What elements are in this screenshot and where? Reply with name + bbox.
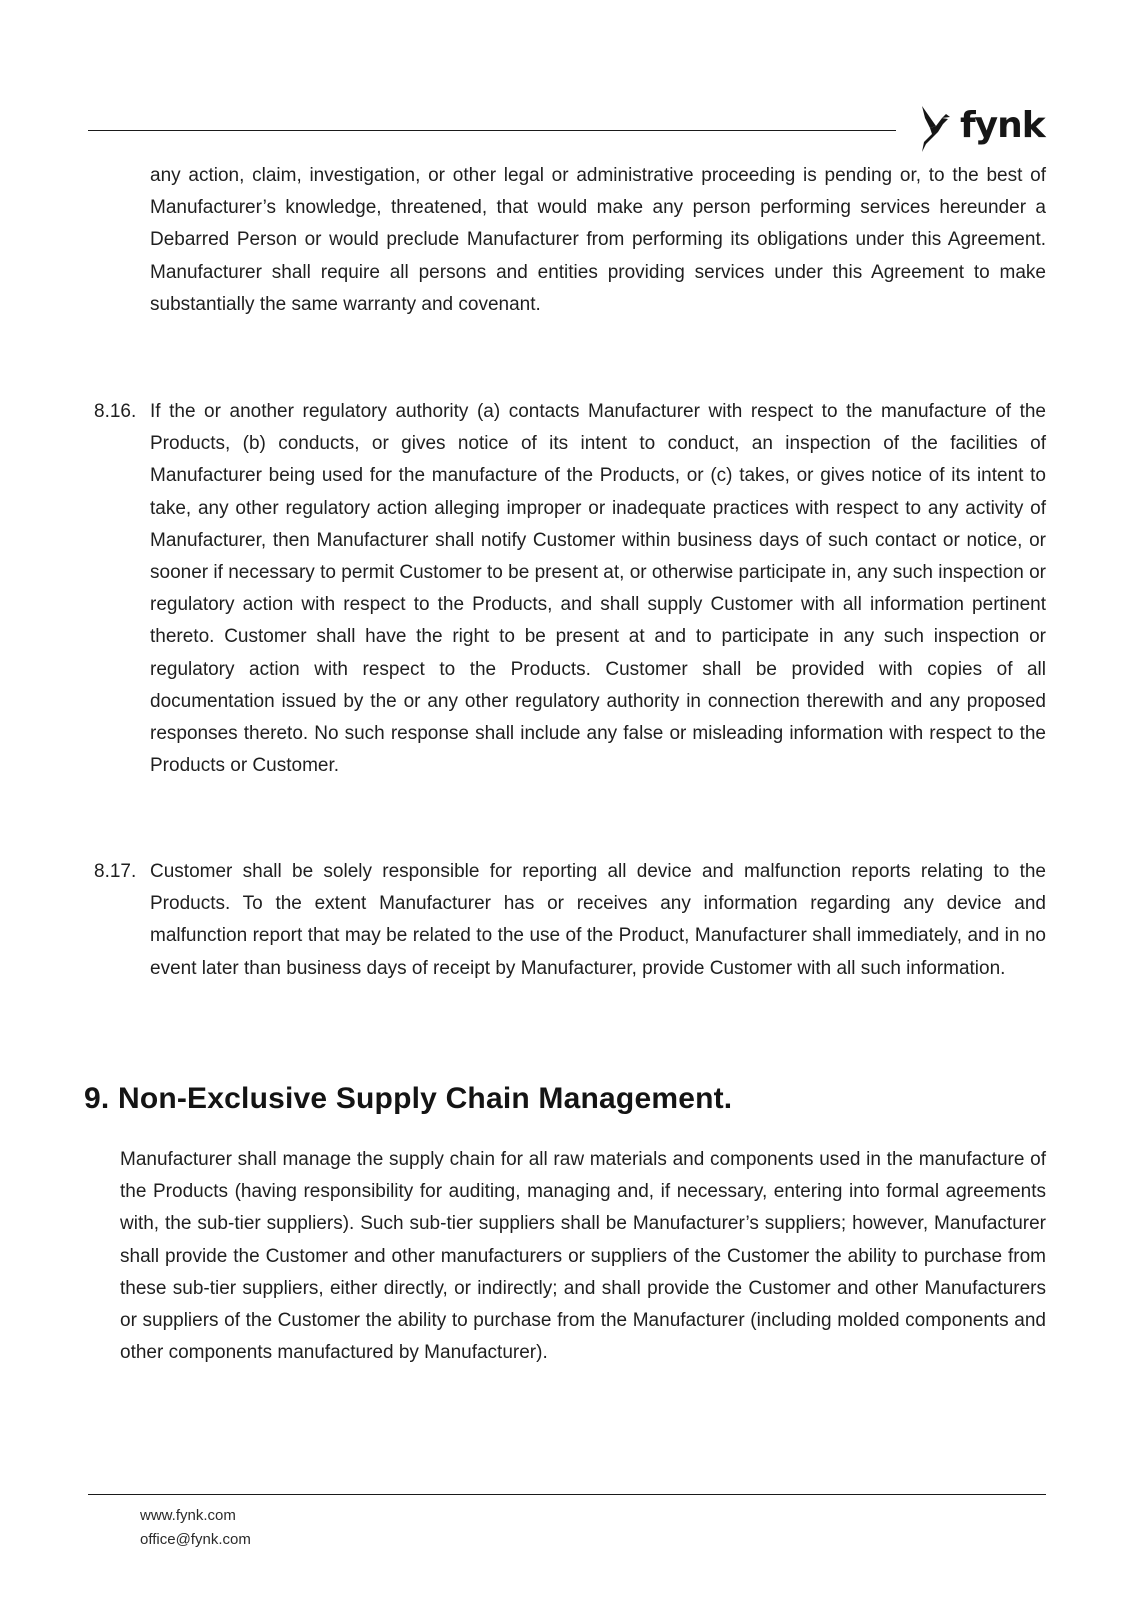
- logo-wordmark: fynk: [960, 105, 1045, 146]
- footer-website: www.fynk.com: [140, 1507, 236, 1524]
- continuation-paragraph: any action, claim, investigation, or other legal or administrative proceeding is pending or, to the best of Manufacturer’s knowledge, threatened, that would make any person performing services hereunder a Debarred Person or would preclude Manufacturer from performing its obligations under this Agreement. Manufacturer shall require all persons and entities providing services under this Agreement to make substantially the same warranty and covenant.: [150, 165, 1046, 315]
- footer-email: office@fynk.com: [140, 1531, 251, 1548]
- clause-number: 8.16.: [94, 401, 137, 422]
- clause-number: 8.17.: [94, 861, 137, 882]
- footer-divider: [88, 1494, 1046, 1495]
- clause-text: If the or another regulatory authority (a) contacts Manufacturer with respect to the manufacture of the Products, (b) conducts, or gives notice of its intent to conduct, an inspection of the facilities of Manufacturer being used for the manufacture of the Products, or (c) takes, or gives notice of its intent to take, any other regulatory action alleging improper or inadequate practices with respect to any activity of Manufacturer, then Manufacturer shall notify Customer within business days of such contact or notice, or sooner if necessary to permit Customer to be present at, or otherwise participate in, any such inspection or regulatory action with respect to the Products, and shall supply Customer with all information pertinent thereto. Customer shall have the right to be present at and to participate in any such inspection or regulatory action with respect to the Products. Customer shall be provided with copies of all documentation issued by the or any other regulatory authority in connection therewith and any proposed responses thereto. No such response shall include any false or misleading information with respect to the Products or Customer.: [150, 401, 1046, 777]
- bird-icon: [916, 104, 956, 154]
- clause-text: Customer shall be solely responsible for reporting all device and malfunction reports relating to the Products. To the extent Manufacturer has or receives any information regarding any device and malfunction report that may be related to the use of the Product, Manufacturer shall immediately, and in no event later than business days of receipt by Manufacturer, provide Customer with all such information.: [150, 861, 1046, 979]
- clause-8-17: [94, 856, 1046, 985]
- section-heading: 9. Non-Exclusive Supply Chain Management.: [84, 1082, 733, 1115]
- header-divider: [88, 130, 896, 131]
- section-paragraph: Manufacturer shall manage the supply chain for all raw materials and components used in the manufacture of the Products (having responsibility for auditing, managing and, if necessary, entering into formal agreements with, the sub-tier suppliers). Such sub-tier suppliers shall be Manufacturer’s suppliers; however, Manufacturer shall provide the Customer and other manufacturers or suppliers of the Customer the ability to purchase from these sub-tier suppliers, either directly, or indirectly; and shall provide the Customer and other Manufacturers or suppliers of the Customer the ability to purchase from the Manufacturer (including molded components and other components manufactured by Manufacturer).: [120, 1149, 1046, 1364]
- footer: [140, 1504, 251, 1552]
- clause-8-16: [94, 396, 1046, 782]
- fynk-logo: [916, 104, 1045, 160]
